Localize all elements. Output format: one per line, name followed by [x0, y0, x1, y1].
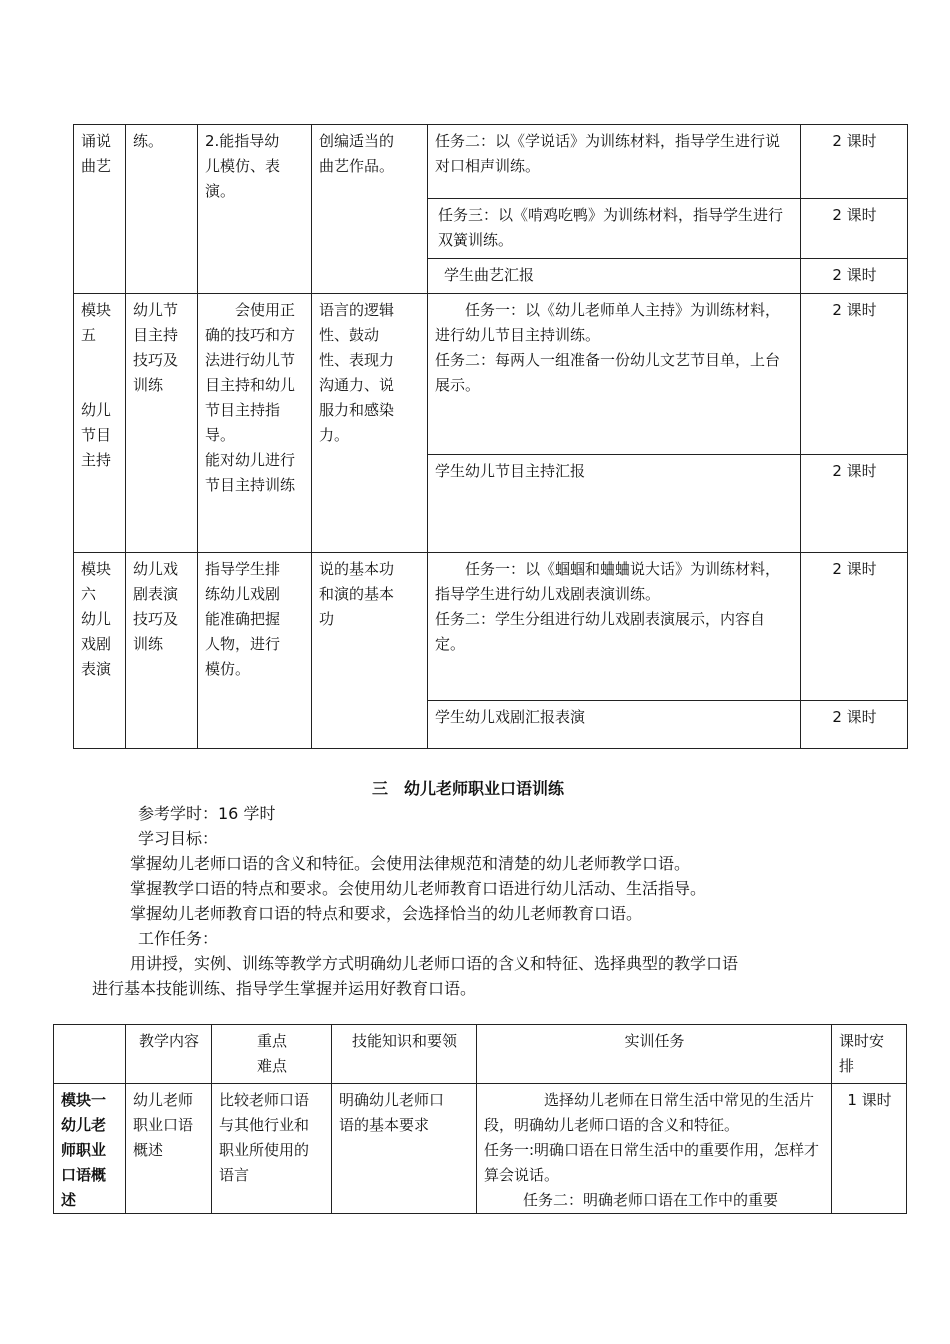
task-cell: 学生曲艺汇报	[428, 259, 801, 294]
header-cell: 技能知识和要领	[332, 1025, 477, 1084]
skill-cell: 创编适当的 曲艺作品。	[312, 125, 428, 294]
task-cell: 学生幼儿节目主持汇报	[428, 455, 801, 553]
key-cell: 比较老师口语 与其他行业和 职业所使用的 语言	[212, 1084, 332, 1214]
hours-cell: 1 课时	[832, 1084, 907, 1214]
module-table-top	[73, 124, 908, 749]
goal-item: 掌握幼儿老师口语的含义和特征。会使用法律规范和清楚的幼儿老师教学口语。	[130, 854, 691, 873]
hours-cell: 2 课时	[801, 701, 908, 749]
hours-cell: 2 课时	[801, 125, 908, 199]
key-cell: 指导学生排 练幼儿戏剧 能准确把握 人物，进行 模仿。	[198, 553, 312, 749]
hours-line: 参考学时：16 学时	[138, 804, 276, 823]
header-cell: 实训任务	[477, 1025, 832, 1084]
skill-cell: 明确幼儿老师口 语的基本要求	[332, 1084, 477, 1214]
header-cell: 重点 难点	[212, 1025, 332, 1084]
task-line: 用讲授，实例、训练等教学方式明确幼儿老师口语的含义和特征、选择典型的教学口语	[130, 954, 739, 973]
goal-item: 掌握幼儿老师教育口语的特点和要求，会选择恰当的幼儿老师教育口语。	[130, 904, 643, 923]
module-cell: 诵说 曲艺	[74, 125, 126, 294]
goal-item: 掌握教学口语的特点和要求。会使用幼儿老师教育口语进行幼儿活动、生活指导。	[130, 879, 707, 898]
skill-cell: 语言的逻辑 性、鼓动 性、表现力 沟通力、说 服力和感染 力。	[312, 294, 428, 553]
hours-cell: 2 课时	[801, 553, 908, 701]
goal-label: 学习目标：	[138, 829, 219, 848]
task-cell: 学生幼儿戏剧汇报表演	[428, 701, 801, 749]
task-cell: 任务二：以《学说话》为训练材料，指导学生进行说对口相声训练。	[428, 125, 801, 199]
section-title: 三 幼儿老师职业口语训练	[372, 779, 565, 798]
task-cell	[477, 1084, 832, 1214]
skill-cell: 说的基本功 和演的基本 功	[312, 553, 428, 749]
hours-cell: 2 课时	[801, 259, 908, 294]
hours-cell: 2 课时	[801, 294, 908, 455]
task-cell: 任务一：以《蝈蝈和蛐蛐说大话》为训练材料，指导学生进行幼儿戏剧表演训练。 任务二：学生分组进行幼儿戏剧表演展示，内容自定。	[428, 553, 801, 701]
content-cell: 幼儿节 目主持 技巧及 训练	[126, 294, 198, 553]
header-cell: 教学内容	[126, 1025, 212, 1084]
key-cell: 2.能指导幼 儿模仿、表 演。	[198, 125, 312, 294]
header-cell	[54, 1025, 126, 1084]
content-cell: 练。	[126, 125, 198, 294]
key-cell: 会使用正确的技巧和方法进行幼儿节目主持和幼儿节目主持指导。 能对幼儿进行节目主持训练	[198, 294, 312, 553]
module-cell: 模块 六 幼儿 戏剧 表演	[74, 553, 126, 749]
module-cell: 模块一 幼儿老 师职业 口语概 述	[54, 1084, 126, 1214]
module-table-bottom	[53, 1024, 907, 1214]
content-cell: 幼儿老师 职业口语 概述	[126, 1084, 212, 1214]
module-cell: 模块 五 幼儿 节目 主持	[74, 294, 126, 553]
hours-cell: 2 课时	[801, 455, 908, 553]
task-cell: 任务三：以《啃鸡吃鸭》为训练材料，指导学生进行双簧训练。	[428, 199, 801, 259]
task-item: 任务一:明确口语在日常生活中的重要作用，怎样才算会说话。	[484, 1141, 820, 1184]
hours-cell: 2 课时	[801, 199, 908, 259]
task-line: 进行基本技能训练、指导学生掌握并运用好教育口语。	[92, 979, 477, 998]
content-cell: 幼儿戏 剧表演 技巧及 训练	[126, 553, 198, 749]
task-intro: 选择幼儿老师在日常生活中常见的生活片段，明确幼儿老师口语的含义和特征。	[484, 1091, 815, 1134]
header-cell: 课时安 排	[832, 1025, 907, 1084]
task-item: 任务二：明确老师口语在工作中的重要	[523, 1191, 779, 1209]
task-label: 工作任务：	[138, 929, 219, 948]
task-cell: 任务一：以《幼儿老师单人主持》为训练材料，进行幼儿节目主持训练。 任务二：每两人一组准备一份幼儿文艺节目单，上台展示。	[428, 294, 801, 455]
